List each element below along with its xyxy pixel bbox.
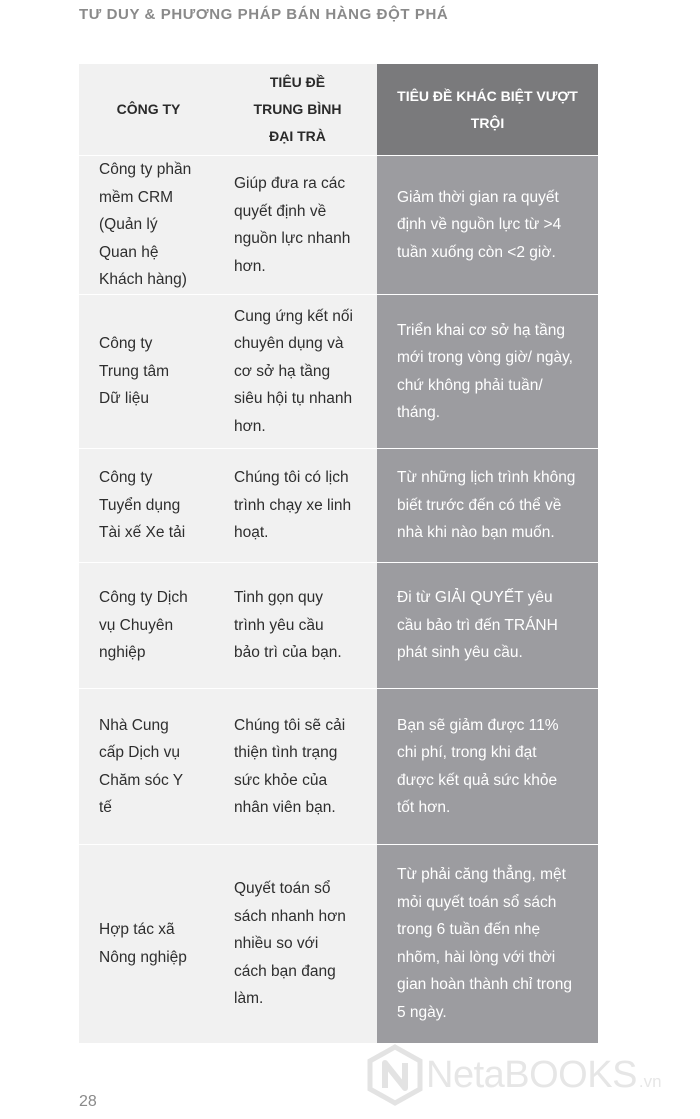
table-row — [79, 295, 598, 449]
watermark-suffix: .vn — [638, 1072, 662, 1091]
average-title-cell: Chúng tôi sẽ cải thiện tình trạng sức khỏe của nhân viên bạn. — [218, 689, 377, 845]
average-title-cell: Quyết toán sổ sách nhanh hơn nhiều so với cách bạn đang làm. — [218, 845, 377, 1043]
company-cell: Công ty Dịch vụ Chuyên nghiệp — [79, 563, 218, 689]
outstanding-title-cell: Từ phải căng thẳng, mệt mỏi quyết toán sổ sách trong 6 tuần đến nhẹ nhõm, hài lòng với thời gian hoàn thành chỉ trong 5 ngày. — [377, 845, 598, 1043]
company-cell: Công ty Trung tâm Dữ liệu — [79, 295, 218, 449]
average-title-cell: Tinh gọn quy trình yêu cầu bảo trì của bạn. — [218, 563, 377, 689]
header-average-title: TIÊU ĐỀ TRUNG BÌNH ĐẠI TRÀ — [218, 64, 377, 156]
outstanding-title-cell: Từ những lịch trình không biết trước đến có thể về nhà khi nào bạn muốn. — [377, 449, 598, 563]
netabooks-logo-icon — [366, 1044, 424, 1106]
header-outstanding-title: TIÊU ĐỀ KHÁC BIỆT VƯỢT TRỘI — [377, 64, 598, 156]
table-row — [79, 156, 598, 295]
table-row — [79, 563, 598, 689]
company-cell: Nhà Cung cấp Dịch vụ Chăm sóc Y tế — [79, 689, 218, 845]
average-title-cell: Chúng tôi có lịch trình chạy xe linh hoạt. — [218, 449, 377, 563]
table-row — [79, 449, 598, 563]
watermark-brand: NetaBOOKS — [426, 1053, 637, 1096]
outstanding-title-cell: Giảm thời gian ra quyết định về nguồn lực từ >4 tuần xuống còn <2 giờ. — [377, 156, 598, 295]
average-title-cell: Giúp đưa ra các quyết định về nguồn lực nhanh hơn. — [218, 156, 377, 295]
outstanding-title-cell: Triển khai cơ sở hạ tầng mới trong vòng giờ/ ngày, chứ không phải tuần/ tháng. — [377, 295, 598, 449]
table-row — [79, 689, 598, 845]
company-cell: Công ty Tuyển dụng Tài xế Xe tải — [79, 449, 218, 563]
table-row — [79, 845, 598, 1043]
table-header-row — [79, 64, 598, 156]
company-cell: Công ty phần mềm CRM (Quản lý Quan hệ Khách hàng) — [79, 156, 218, 295]
page-number: 28 — [79, 1093, 97, 1110]
outstanding-title-cell: Bạn sẽ giảm được 11% chi phí, trong khi đạt được kết quả sức khỏe tốt hơn. — [377, 689, 598, 845]
average-title-cell: Cung ứng kết nối chuyên dụng và cơ sở hạ tầng siêu hội tụ nhanh hơn. — [218, 295, 377, 449]
outstanding-title-cell: Đi từ GIẢI QUYẾT yêu cầu bảo trì đến TRÁNH phát sinh yêu cầu. — [377, 563, 598, 689]
comparison-table — [79, 64, 598, 1043]
company-cell: Hợp tác xã Nông nghiệp — [79, 845, 218, 1043]
running-head: TƯ DUY & PHƯƠNG PHÁP BÁN HÀNG ĐỘT PHÁ — [79, 6, 449, 23]
watermark — [366, 1044, 662, 1106]
header-company: CÔNG TY — [79, 64, 218, 156]
